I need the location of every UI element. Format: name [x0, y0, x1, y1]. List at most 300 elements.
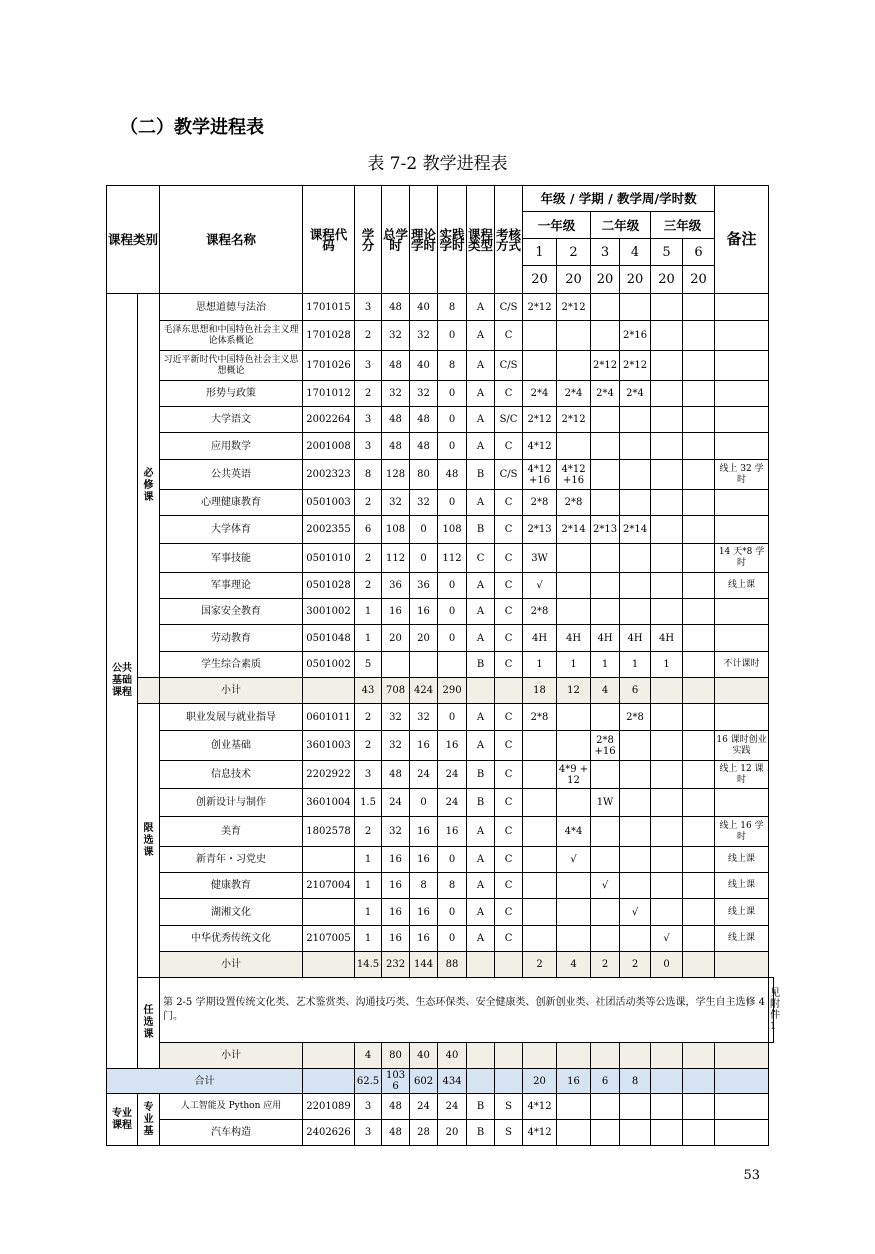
course-exam: S/C [495, 407, 523, 433]
course-s5 [651, 516, 683, 544]
course-name: 国家安全教育 [160, 599, 303, 625]
group-public [107, 294, 138, 1069]
course-s2 [557, 351, 591, 381]
course-code: 1802578 [303, 817, 355, 847]
course-s4: √ [620, 899, 651, 926]
course-credit: 1 [355, 899, 382, 926]
course-type: A [467, 731, 495, 761]
course-s5 [651, 599, 683, 625]
course-row [107, 460, 774, 490]
course-s2 [557, 899, 591, 926]
course-total: 48 [382, 407, 410, 433]
course-row [107, 599, 774, 625]
course-s6 [683, 926, 715, 952]
group-major-sub [138, 1094, 160, 1146]
course-theory: 0 [410, 789, 438, 817]
course-s3 [591, 817, 620, 847]
course-credit: 3 [355, 1094, 382, 1120]
course-s5 [651, 433, 683, 460]
course-s1 [523, 899, 557, 926]
course-exam: C [495, 516, 523, 544]
course-s1: 2*13 [523, 516, 557, 544]
course-row [107, 321, 774, 351]
course-s5 [651, 321, 683, 351]
course-total: 32 [382, 321, 410, 351]
summary-s2: 4 [557, 952, 591, 978]
course-remark [715, 351, 769, 381]
course-theory: 16 [410, 817, 438, 847]
course-s1 [523, 847, 557, 873]
course-s5 [651, 490, 683, 516]
semester-number: 6 [683, 239, 715, 266]
course-theory: 32 [410, 381, 438, 407]
course-type: A [467, 351, 495, 381]
course-row [107, 516, 774, 544]
course-credit: 1 [355, 926, 382, 952]
course-name: 学生综合素质 [160, 652, 303, 678]
course-type: A [467, 847, 495, 873]
course-type: B [467, 1094, 495, 1120]
group-required-blank [138, 678, 160, 704]
course-code: 1701012 [303, 381, 355, 407]
course-exam: C [495, 544, 523, 573]
course-credit: 2 [355, 704, 382, 731]
course-type: A [467, 625, 495, 652]
course-s3 [591, 704, 620, 731]
course-s3 [591, 1120, 620, 1146]
semester-number: 2 [557, 239, 591, 266]
semester-number: 3 [591, 239, 620, 266]
course-s2: 2*8 [557, 490, 591, 516]
course-s4: 2*4 [620, 381, 651, 407]
course-s6 [683, 731, 715, 761]
summary-s3: 4 [591, 678, 620, 704]
course-theory: 16 [410, 731, 438, 761]
course-credit: 2 [355, 490, 382, 516]
header-name: 课程名称 [160, 186, 303, 294]
elective-note: 第 2-5 学期设置传统文化类、艺术鉴赏类、沟通技巧类、生态环保类、安全健康类、创新创业类、社团活动类等公选课，学生自主选修 4 门。 [160, 978, 769, 1043]
course-theory: 8 [410, 873, 438, 899]
course-s2 [557, 1094, 591, 1120]
course-theory: 48 [410, 407, 438, 433]
course-s6 [683, 433, 715, 460]
course-name: 大学语文 [160, 407, 303, 433]
course-s1: √ [523, 573, 557, 599]
summary-s1 [523, 1043, 557, 1069]
course-credit: 3 [355, 294, 382, 321]
course-exam: C [495, 321, 523, 351]
course-theory: 16 [410, 899, 438, 926]
course-theory: 24 [410, 761, 438, 789]
course-s6 [683, 516, 715, 544]
summary-row [107, 1043, 774, 1069]
course-s5 [651, 351, 683, 381]
header-year1: 一年级 [523, 212, 591, 239]
course-s3 [591, 490, 620, 516]
course-exam: C [495, 761, 523, 789]
course-s3 [591, 847, 620, 873]
course-total: 32 [382, 381, 410, 407]
course-s5 [651, 817, 683, 847]
course-code: 1701015 [303, 294, 355, 321]
course-s2: 4*12 +16 [557, 460, 591, 490]
course-credit: 2 [355, 817, 382, 847]
summary-code [303, 952, 355, 978]
course-s4 [620, 490, 651, 516]
course-total: 24 [382, 789, 410, 817]
course-s5 [651, 460, 683, 490]
course-remark: 线上 16 学时 [715, 817, 769, 847]
summary-code [303, 1043, 355, 1069]
header-credit: 学分 [355, 186, 382, 294]
summary-credit: 14.5 [355, 952, 382, 978]
course-s3 [591, 899, 620, 926]
course-name: 军事技能 [160, 544, 303, 573]
course-practice [438, 652, 467, 678]
course-exam: C/S [495, 460, 523, 490]
course-name: 创业基础 [160, 731, 303, 761]
course-s3 [591, 321, 620, 351]
course-s5 [651, 407, 683, 433]
course-type: C [467, 544, 495, 573]
course-practice: 0 [438, 847, 467, 873]
course-type: A [467, 381, 495, 407]
course-exam: S [495, 1094, 523, 1120]
course-practice: 108 [438, 516, 467, 544]
course-s6 [683, 625, 715, 652]
course-s4 [620, 433, 651, 460]
header-year3: 三年级 [651, 212, 715, 239]
course-s1 [523, 321, 557, 351]
course-s1: 4H [523, 625, 557, 652]
course-remark: 线上课 [715, 873, 769, 899]
course-total: 36 [382, 573, 410, 599]
course-row [107, 625, 774, 652]
summary-s2: 16 [557, 1069, 591, 1094]
course-s1: 1 [523, 652, 557, 678]
summary-practice: 88 [438, 952, 467, 978]
course-practice: 24 [438, 1094, 467, 1120]
course-s2: 2*12 [557, 294, 591, 321]
course-s1 [523, 351, 557, 381]
course-s4: 4H [620, 625, 651, 652]
course-s4 [620, 873, 651, 899]
semester-number: 1 [523, 239, 557, 266]
course-s1: 2*12 [523, 294, 557, 321]
summary-credit: 4 [355, 1043, 382, 1069]
course-code: 1701028 [303, 321, 355, 351]
course-s6 [683, 407, 715, 433]
course-s1: 3W [523, 544, 557, 573]
summary-s1: 18 [523, 678, 557, 704]
course-credit: 1 [355, 873, 382, 899]
course-s2: 1 [557, 652, 591, 678]
course-s2: 4H [557, 625, 591, 652]
summary-s3 [591, 1043, 620, 1069]
course-practice: 20 [438, 1120, 467, 1146]
semester-number: 5 [651, 239, 683, 266]
course-theory: 32 [410, 321, 438, 351]
course-code: 3601004 [303, 789, 355, 817]
summary-s2: 12 [557, 678, 591, 704]
course-practice: 16 [438, 731, 467, 761]
course-s3 [591, 544, 620, 573]
semester-weeks: 20 [557, 266, 591, 294]
course-exam: C [495, 873, 523, 899]
course-practice: 16 [438, 817, 467, 847]
course-type: A [467, 704, 495, 731]
course-s2: 4*4 [557, 817, 591, 847]
course-s6 [683, 294, 715, 321]
course-s5 [651, 381, 683, 407]
course-s2 [557, 704, 591, 731]
course-code: 1701026 [303, 351, 355, 381]
summary-code [303, 678, 355, 704]
course-s2 [557, 321, 591, 351]
header-category: 课程类别 [107, 186, 160, 294]
course-code: 2001008 [303, 433, 355, 460]
course-practice: 24 [438, 761, 467, 789]
course-remark: 不计课时 [715, 652, 769, 678]
course-type: A [467, 817, 495, 847]
course-theory: 0 [410, 516, 438, 544]
course-s4 [620, 789, 651, 817]
course-total: 16 [382, 599, 410, 625]
course-remark [715, 381, 769, 407]
summary-remark [715, 1043, 769, 1069]
semester-weeks: 20 [591, 266, 620, 294]
course-s3: 1 [591, 652, 620, 678]
course-code [303, 899, 355, 926]
section-heading: （二）教学进程表 [120, 117, 264, 138]
summary-s4 [620, 1043, 651, 1069]
course-remark [715, 1094, 769, 1120]
course-total: 128 [382, 460, 410, 490]
course-s3 [591, 294, 620, 321]
course-s3 [591, 599, 620, 625]
course-exam: C [495, 652, 523, 678]
course-remark [715, 599, 769, 625]
course-row [107, 351, 774, 381]
course-row [107, 573, 774, 599]
course-s4: 1 [620, 652, 651, 678]
course-s5 [651, 1120, 683, 1146]
course-theory: 40 [410, 351, 438, 381]
course-exam: C [495, 599, 523, 625]
summary-remark [715, 678, 769, 704]
course-remark [715, 294, 769, 321]
course-name: 思想道德与法治 [160, 294, 303, 321]
course-name: 习近平新时代中国特色社会主义思想概论 [160, 351, 303, 381]
course-code: 0501048 [303, 625, 355, 652]
summary-s4: 2 [620, 952, 651, 978]
course-code: 0501028 [303, 573, 355, 599]
course-row [107, 294, 774, 321]
summary-practice: 40 [438, 1043, 467, 1069]
course-s1 [523, 817, 557, 847]
course-row [107, 544, 774, 573]
summary-type [467, 952, 495, 978]
course-code: 2107004 [303, 873, 355, 899]
course-name: 军事理论 [160, 573, 303, 599]
course-s5 [651, 873, 683, 899]
summary-exam [495, 1069, 523, 1094]
course-theory: 36 [410, 573, 438, 599]
course-s5 [651, 899, 683, 926]
summary-s1: 2 [523, 952, 557, 978]
elective-row [107, 978, 774, 1043]
summary-remark [715, 952, 769, 978]
summary-theory: 602 [410, 1069, 438, 1094]
course-total: 32 [382, 490, 410, 516]
summary-s3: 2 [591, 952, 620, 978]
course-exam: C/S [495, 351, 523, 381]
course-s4: 2*8 [620, 704, 651, 731]
summary-type [467, 1069, 495, 1094]
group-major-label: 专业课程 [112, 1107, 132, 1131]
course-s6 [683, 817, 715, 847]
course-s4 [620, 817, 651, 847]
course-s2: 2*12 [557, 407, 591, 433]
course-total: 16 [382, 873, 410, 899]
course-code: 0501003 [303, 490, 355, 516]
course-remark: 线上 12 课时 [715, 761, 769, 789]
course-remark [715, 789, 769, 817]
course-s3 [591, 761, 620, 789]
course-s3 [591, 573, 620, 599]
course-s2 [557, 926, 591, 952]
course-s5: 1 [651, 652, 683, 678]
course-code: 2107005 [303, 926, 355, 952]
summary-s3: 6 [591, 1069, 620, 1094]
course-name: 心理健康教育 [160, 490, 303, 516]
course-practice: 0 [438, 490, 467, 516]
course-s6 [683, 899, 715, 926]
course-s1: 2*4 [523, 381, 557, 407]
course-practice: 0 [438, 926, 467, 952]
course-total: 32 [382, 704, 410, 731]
course-exam: C [495, 847, 523, 873]
course-credit: 3 [355, 761, 382, 789]
course-s2: 2*14 [557, 516, 591, 544]
course-s4 [620, 544, 651, 573]
course-s1: 4*12 [523, 1120, 557, 1146]
course-total: 16 [382, 899, 410, 926]
course-s3: 2*13 [591, 516, 620, 544]
course-type: A [467, 490, 495, 516]
course-credit: 1 [355, 625, 382, 652]
course-row [107, 761, 774, 789]
course-s6 [683, 381, 715, 407]
course-total: 112 [382, 544, 410, 573]
course-s6 [683, 351, 715, 381]
header-code: 课程代码 [303, 186, 355, 294]
summary-theory: 144 [410, 952, 438, 978]
course-exam: C [495, 573, 523, 599]
course-code: 3601003 [303, 731, 355, 761]
course-s4: 2*16 [620, 321, 651, 351]
course-s2: 2*4 [557, 381, 591, 407]
course-s6 [683, 599, 715, 625]
course-name: 形势与政策 [160, 381, 303, 407]
summary-label: 小计 [160, 1043, 303, 1069]
course-s4 [620, 847, 651, 873]
course-type: A [467, 599, 495, 625]
course-theory: 80 [410, 460, 438, 490]
group-limited-label: 限选课 [143, 822, 154, 858]
course-s6 [683, 789, 715, 817]
elective-remark: 见附件 1 [769, 978, 774, 1043]
course-code: 0601011 [303, 704, 355, 731]
summary-exam [495, 678, 523, 704]
course-remark [715, 704, 769, 731]
summary-total: 232 [382, 952, 410, 978]
course-credit: 2 [355, 381, 382, 407]
summary-theory: 40 [410, 1043, 438, 1069]
course-code: 2002355 [303, 516, 355, 544]
summary-s6 [683, 1069, 715, 1094]
header-total-hours: 总学时 [382, 186, 410, 294]
course-type: B [467, 1120, 495, 1146]
course-name: 新青年・习党史 [160, 847, 303, 873]
course-s5: 4H [651, 625, 683, 652]
summary-label: 合计 [107, 1069, 303, 1094]
course-name: 汽车构造 [160, 1120, 303, 1146]
course-name: 健康教育 [160, 873, 303, 899]
group-elective [138, 978, 160, 1069]
course-credit: 1.5 [355, 789, 382, 817]
course-remark: 16 课时创业实践 [715, 731, 769, 761]
semester-weeks: 20 [523, 266, 557, 294]
course-s2 [557, 599, 591, 625]
summary-s4: 8 [620, 1069, 651, 1094]
group-public-label: 公共基础课程 [112, 663, 132, 698]
course-theory: 48 [410, 433, 438, 460]
course-theory: 24 [410, 1094, 438, 1120]
course-exam: C [495, 433, 523, 460]
course-credit: 3 [355, 407, 382, 433]
summary-label: 小计 [160, 952, 303, 978]
course-remark: 线上课 [715, 847, 769, 873]
course-credit: 2 [355, 731, 382, 761]
course-code: 3001002 [303, 599, 355, 625]
course-s6 [683, 1094, 715, 1120]
course-s5 [651, 731, 683, 761]
course-s2 [557, 873, 591, 899]
course-total: 108 [382, 516, 410, 544]
course-credit: 1 [355, 599, 382, 625]
course-credit: 2 [355, 544, 382, 573]
course-theory: 16 [410, 847, 438, 873]
course-theory: 32 [410, 704, 438, 731]
course-s1: 4*12 [523, 433, 557, 460]
summary-practice: 290 [438, 678, 467, 704]
summary-s4: 6 [620, 678, 651, 704]
summary-theory: 424 [410, 678, 438, 704]
course-s2 [557, 1120, 591, 1146]
course-type: A [467, 899, 495, 926]
course-code: 2002264 [303, 407, 355, 433]
course-exam: C [495, 731, 523, 761]
course-s4 [620, 731, 651, 761]
course-total: 48 [382, 761, 410, 789]
course-name: 创新设计与制作 [160, 789, 303, 817]
course-s1: 4*12 +16 [523, 460, 557, 490]
course-s1 [523, 731, 557, 761]
course-remark [715, 321, 769, 351]
course-practice: 0 [438, 433, 467, 460]
summary-s5 [651, 1069, 683, 1094]
